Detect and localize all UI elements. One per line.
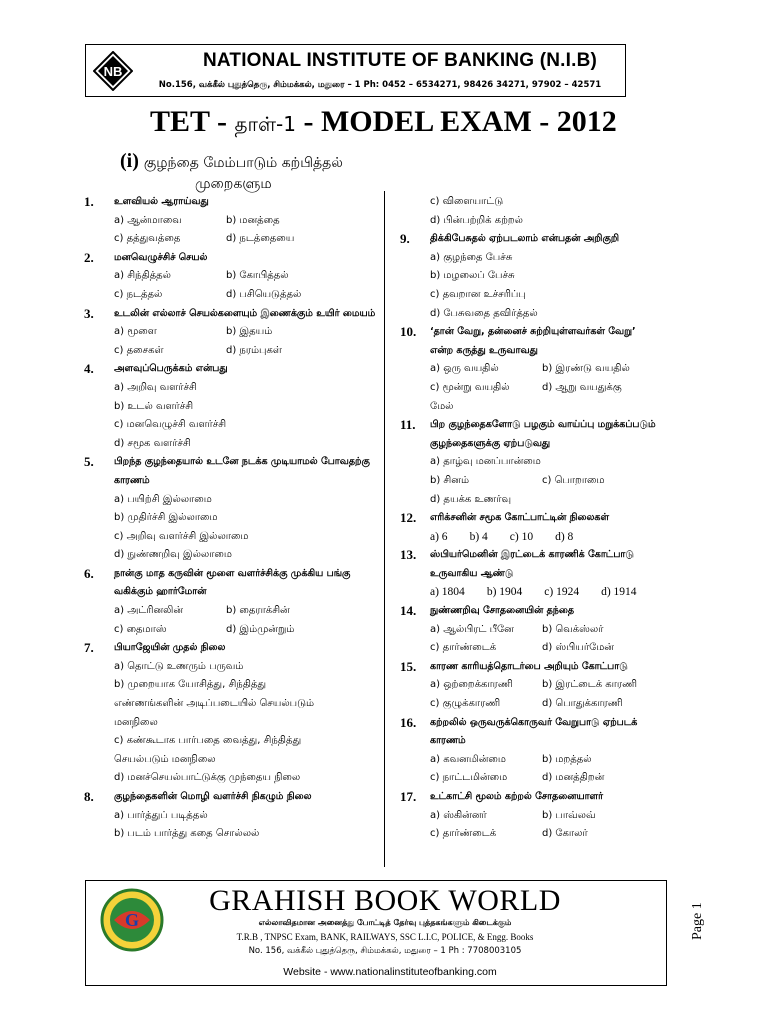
option-row <box>430 695 660 714</box>
section-heading <box>120 150 343 173</box>
question <box>400 509 660 546</box>
option: b) பாவ்லவ் <box>542 809 596 821</box>
option: a) அட்ரினலின் <box>114 605 184 617</box>
option: b) இரண்டு வயதில் <box>542 363 630 375</box>
option: c) மனவெழுச்சி வளர்ச்சி <box>114 419 227 431</box>
option-row <box>430 621 660 640</box>
option: c) நடத்தல் <box>114 288 163 300</box>
option: c) விளையாட்டு <box>430 196 504 207</box>
option: a) ஆல்பிரட் பீனே <box>430 623 514 635</box>
question-text: அளவுப்பெருக்கம் என்பது <box>114 363 228 375</box>
question-text: நான்கு மாத கருவின் மூளை வளர்ச்சிக்கு முக்கிய பங்கு வகிக்கும் ஹார்மோன் <box>114 567 351 598</box>
option: a) குழந்தை பேச்சு <box>430 251 513 263</box>
option-row <box>430 472 660 491</box>
footer-address: No. 156, வக்கீல் புதுத்தெரு, சிம்மக்கல், மதுரை – 1 Ph : 7708003105 <box>248 946 522 956</box>
option: b) சினம் <box>430 474 470 486</box>
option: c) தைமாஸ் <box>114 623 167 635</box>
option: d) நுண்ணறிவு இல்லாமை <box>114 549 232 561</box>
institute-address: No.156, வக்கீல் புதுத்தெரு, சிம்மக்கல், மதுரை – 1 Ph: 0452 – 6534271, 98426 34271, 97902 – 42571 <box>158 80 602 90</box>
option: d) கோலர் <box>542 828 588 840</box>
option-row <box>430 751 660 770</box>
option: a) தாழ்வு மனப்பான்மை <box>430 456 541 468</box>
option: b) மறத்தல் <box>542 753 592 765</box>
question-number: 7. <box>84 640 94 656</box>
question-number: 8. <box>84 789 94 804</box>
question-number: 11. <box>400 417 416 433</box>
title-tet: TET - <box>150 105 227 138</box>
option: c) நாட்டமின்மை <box>430 772 508 784</box>
option: d) ஆறு வயதுக்கு <box>542 381 622 393</box>
question-text: உடலின் எல்லாச் செயல்களையும் இணைக்கும் உயிர் மையம் <box>114 307 376 319</box>
option: d) தயக்க உணர்வு <box>430 493 512 505</box>
option-row <box>430 769 660 788</box>
question-text: ஸ்பியர்மெனின் இரட்டைக் காரணிக் கோட்பாடு உருவாகிய ஆண்டு <box>430 549 634 579</box>
option: a) கவனமின்மை <box>430 753 506 765</box>
option: d) மனத்திறன் <box>542 772 605 784</box>
option: d) நடத்தையை <box>226 233 295 245</box>
option: மனநிலை <box>114 716 158 728</box>
option: c) பொறாமை <box>542 474 605 486</box>
option-row <box>114 602 382 621</box>
option: b) இரட்டைக் காரணி <box>542 679 637 691</box>
option: a) ஒற்றைக்காரணி <box>430 679 513 691</box>
grahish-logo <box>100 888 164 952</box>
section-title-line2: முறைகளும <box>195 176 272 192</box>
option: செயல்படும் மனநிலை <box>114 753 216 765</box>
option: a) பயிற்சி இல்லாமை <box>114 493 212 505</box>
option-row <box>114 230 382 249</box>
option: d) சமூக வளர்ச்சி <box>114 437 191 449</box>
option-row <box>430 825 660 844</box>
question-number: 14. <box>400 603 417 619</box>
option: b) மழலைப் பேச்சு <box>430 270 515 282</box>
website-link[interactable]: Website - www.nationalinstituteofbanking.com <box>283 966 497 978</box>
option: b) 1904 <box>486 586 523 599</box>
question-number: 15. <box>400 658 417 674</box>
option: d) ஸ்பியர்மேன் <box>542 642 614 654</box>
option: a) மூளை <box>114 326 157 338</box>
option: a) 6 <box>430 530 448 543</box>
question <box>400 788 660 844</box>
option: c) தவறான உச்சரிப்பு <box>430 288 526 300</box>
question <box>400 230 660 323</box>
section-title-line1: குழந்தை மேம்பாடும் கற்பித்தல் <box>143 155 343 171</box>
option: c) அறிவு வளர்ச்சி இல்லாமை <box>114 530 249 542</box>
question-number: 17. <box>400 789 417 804</box>
question-number: 4. <box>84 361 94 377</box>
option: d) பின்பற்றிக் கற்றல் <box>430 214 523 226</box>
option: c) 10 <box>509 530 534 543</box>
question-number: 1. <box>84 194 94 209</box>
option: d) 1914 <box>601 586 637 599</box>
option: b) படம் பார்த்து கதை சொல்லல் <box>114 828 260 840</box>
option-row <box>114 621 382 640</box>
option: a) அறிவு வளர்ச்சி <box>114 381 197 393</box>
option: b) இதயம் <box>226 326 273 338</box>
question <box>84 305 382 361</box>
option-row <box>430 807 660 826</box>
option: b) கோபித்தல் <box>226 270 289 282</box>
institute-name: NATIONAL INSTITUTE OF BANKING (N.I.B) <box>202 50 598 71</box>
option: c) தத்துவத்தை <box>114 233 181 245</box>
question-number: 10. <box>400 324 417 340</box>
question-text: பிற குழந்தைகளோடு பழகும் வாய்ப்பு மறுக்கப்படும் குழந்தைகளுக்கு ஏற்படுவது <box>430 419 656 449</box>
question-text: உட்காட்சி மூலம் கற்றல் சோதனையாளர் <box>430 791 604 802</box>
nib-logo <box>93 51 133 91</box>
question <box>400 602 660 658</box>
option: c) குழுக்காரணி <box>430 698 501 710</box>
column-divider <box>384 191 385 867</box>
question-number: 9. <box>400 231 410 247</box>
title-sep: - <box>303 105 314 138</box>
question-text: பியாஜேயின் முதல் நிலை <box>114 642 226 654</box>
question-text: கற்றலில் ஒருவருக்கொருவர் வேறுபாடு ஏற்படக் காரணம் <box>430 716 638 747</box>
option: a) தொட்டு உணரும் பருவம் <box>114 660 244 672</box>
question-text: நுண்ணறிவு சோதனையின் தந்தை <box>430 605 575 617</box>
option-row <box>430 583 660 602</box>
option: c) தார்ண்டைக் <box>430 828 497 840</box>
question-text: பிறந்த குழந்தையால் உடனே நடக்க முடியாமல் போவதற்கு காரணம் <box>114 456 370 486</box>
question-text: காரண காரியத்தொடர்பை அறியும் கோட்பாடு <box>430 660 628 672</box>
section-number: (i) <box>120 150 139 172</box>
option: d) பொதுக்காரணி <box>542 698 623 710</box>
svg-text:NB: NB <box>103 64 123 79</box>
option: எண்ணங்களின் அடிப்படையில் செயல்படும் <box>114 698 315 710</box>
option: a) ஆன்மாவை <box>114 214 182 226</box>
option: d) பசியெடுத்தல் <box>226 288 302 300</box>
option-row <box>430 528 660 547</box>
svg-text:G: G <box>124 910 140 930</box>
option: b) தைராக்சின் <box>226 605 290 617</box>
option-row <box>114 212 382 231</box>
question-number: 16. <box>400 714 417 730</box>
question-number: 5. <box>84 454 94 470</box>
option-row <box>114 323 382 342</box>
option: a) 1804 <box>430 586 465 599</box>
question-text: மனவெழுச்சிச் செயல் <box>114 251 208 263</box>
question <box>400 323 660 416</box>
option: c) கண்கூடாக பார்பதை வைத்து, சிந்தித்து <box>114 735 302 747</box>
option: d) நரம்புகள் <box>226 344 282 356</box>
question <box>84 360 382 453</box>
option-row <box>114 267 382 286</box>
option: c) தசைகள் <box>114 344 164 356</box>
option: d) பேசுவதை தவிர்த்தல் <box>430 307 538 319</box>
footer-exams: T.R.B , TNPSC Exam, BANK, RAILWAYS, SSC L.I.C, POLICE, & Engg. Books <box>236 932 534 942</box>
option: a) பார்த்துப் படித்தல் <box>114 809 208 821</box>
question <box>84 565 382 639</box>
question-number: 12. <box>400 510 417 526</box>
page-number: Page 1 <box>690 902 705 940</box>
question-text: எரிக்சனின் சமூக கோட்பாட்டின் நிலைகள் <box>430 512 610 524</box>
question-number: 3. <box>84 305 94 321</box>
option: d) 8 <box>555 530 574 543</box>
title-model: MODEL EXAM - 2012 <box>320 105 617 138</box>
question <box>84 639 382 788</box>
option: b) முறையாக யோசித்து, சிந்தித்து <box>114 679 267 691</box>
question-text: குழந்தைகளின் மொழி வளர்ச்சி நிகழும் நிலை <box>114 791 312 802</box>
question-number: 2. <box>84 249 94 265</box>
option: a) ஒரு வயதில் <box>430 363 499 375</box>
option: d) இம்முன்றும் <box>226 623 295 635</box>
option-row <box>114 342 382 361</box>
right-column <box>400 193 660 844</box>
option-row <box>430 379 660 398</box>
question <box>84 788 382 844</box>
left-column <box>84 193 382 844</box>
question-text: ‘தான் வேறு, தன்னைச் சுற்றியுள்ளவர்கள் வேறு’ என்ற கருத்து உருவாவது <box>430 326 636 356</box>
footer-title: GRAHISH BOOK WORLD <box>209 884 561 917</box>
option: b) 4 <box>469 530 488 543</box>
option: c) தார்ண்டைக் <box>430 642 497 654</box>
option: b) உடல் வளர்ச்சி <box>114 400 194 412</box>
option-row <box>430 639 660 658</box>
option: a) சிந்தித்தல் <box>114 270 171 282</box>
option: b) மனத்தை <box>226 214 280 226</box>
option-row <box>430 676 660 695</box>
question-text: உளவியல் ஆராய்வது <box>114 196 209 207</box>
option: b) முதிர்ச்சி இல்லாமை <box>114 512 218 524</box>
option-row <box>430 360 660 379</box>
footer-tagline: எல்லாவிதமான அனைத்து போட்டித் தேர்வு புத்தகங்களும் கிடைக்கும் <box>258 918 512 927</box>
option: d) மனச்செயல்பாட்டுக்கு முந்தைய நிலை <box>114 772 301 784</box>
question <box>84 453 382 565</box>
question <box>400 658 660 714</box>
question <box>400 546 660 602</box>
question <box>400 416 660 509</box>
question <box>400 714 660 788</box>
question-number: 13. <box>400 547 417 563</box>
exam-title <box>150 105 660 139</box>
option: மேல் <box>430 400 454 412</box>
question-text: திக்கிபேசுதல் ஏற்படலாம் என்பதன் அறிகுறி <box>430 233 620 245</box>
option: c) மூன்று வயதில் <box>430 381 510 393</box>
title-paper: தாள்-1 <box>234 112 296 136</box>
option-row <box>114 286 382 305</box>
option: b) வெக்ஸ்லர் <box>542 623 604 635</box>
question-number: 6. <box>84 565 94 581</box>
option: a) ஸ்கின்னர் <box>430 809 487 821</box>
question <box>84 193 382 249</box>
question <box>84 249 382 305</box>
option: c) 1924 <box>544 586 580 599</box>
